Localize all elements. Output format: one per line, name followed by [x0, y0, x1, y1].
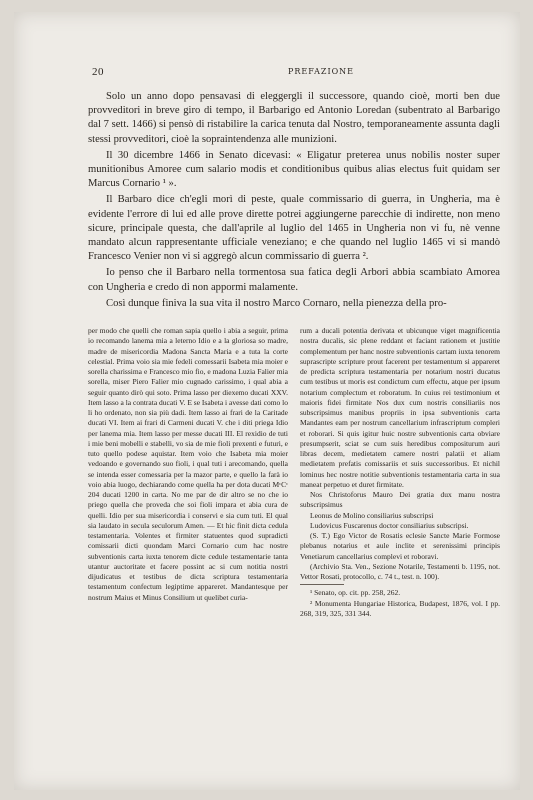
page-number: 20 [92, 66, 104, 78]
footnote: ² Monumenta Hungariae Historica, Budapest, 1876, vol. I pp. 268, 319, 325, 331 344. [300, 598, 500, 618]
notary-line: (S. T.) Ego Victor de Rosatis eclesie Sancte Marie Formose plebanus notarius et aule inclite et serenissimi principis Venetiarum cancellarius complevi et roboravi. [300, 531, 500, 561]
running-title: PREFAZIONE [288, 67, 354, 76]
paragraph: Io penso che il Barbaro nella tormentosa sua fatica degli Arbori abbia scambiato Amorea con Ungheria e credo di non appormi malamente. [88, 267, 500, 293]
footnote-rule [300, 584, 344, 585]
paragraph: Il Barbaro dice ch'egli morì di peste, quale commissario di guerra, in Ungheria, ma è evidente l'errore di lui ed alle prove dirette potrei aggiungerne parecchie di indirette, non meno sicure, principale questa, che dall'aprile al luglio del 1465 in Ungheria non vi fu, nè venne mandato alcun rappresentante ufficiale veneziano; e che quando nel luglio 1465 vi si mandò Francesco Venier non vi si aggregò alcun commissario di guerra ². [88, 194, 500, 263]
charter-text: rum a ducali potentia derivata et ubicunque viget magnificentia nostra ducalis, sic plene reddant et faciant rationem et justitie complementum per hanc nostre subventionis cartam iuxta tenorem suprascripte scripture prout facerent per testamentum si appareret de predicta scriptura testamentaria per notarium nostri ducatus cum testibus ut moris est condictum cum effectu, atque per ipsum notarium complectum et roboratum. In cuius rei testimonium et maioris fidei firmitate Nos dux cum nostris consiliariis nos subscripsimus manibus propriis in ipsa subventionis carta Mandantes eam per nostrum cancellarium infrascriptum compleri et roborari. Si quis igitur huic nostre subventionis carta obviare presumpserit, sciat se cum suis heredibus compositurum auri libras decem, medietatem camere nostri palatii et aliam medietatem prefatis comissariis et suis successoribus. Et nichil lominus hec nostre notitie subventionis testamentaria carta in sua maneat perpetuo et duret firmitate. [300, 326, 500, 489]
signature-line: Leonus de Molino consiliarius subscripsi [310, 510, 434, 520]
page-header [92, 66, 512, 80]
signature-line: Nos Christoforus Mauro Dei gratia dux manu nostra subscripsimus [300, 490, 500, 510]
paragraph: Solo un anno dopo pensavasi di eleggergli il successore, quando cioè, morti ben due provveditori in breve giro di tempo, il Barbarigo ed Antonio Loredan (subentrato al Barbarigo dal 7 sett. 1466) si pensò di ristabilire la carica tenuta dal Nostro, temporaneamente assunta dagli stessi provveditori, cioè la sopraintendenza alle munizioni. [88, 91, 500, 145]
left-column [88, 326, 288, 603]
testament-text: per modo che quelli che roman sapia quello i abia a seguir, prima io recomando lanema mia a leterno Idio e a la gloriosa so madre, madre de misericordia Madona Sancta Maria e a tuta la corte celestial. Prima voio sia mie fedeli comessarii Isabeta mia moier e sorella charissima e Francesco mio fio, e madona Luzia Falier mia sorella, miser Piero Falier mio cugnado carissimo, i qual abia a seguir quanto dirò qui soto. Prima lasso per diexemo ducati XXV. Item lasso a la contrata ducati V. E se Isabeta i avesse dati como lo li ho ordenato, non sia più dadi. Item lasso ai frari de la Caritade ducati VI. Item ai frari di Carmeni ducati V. che i diti priega Idio per lanema mia. Item lasso per messe ducati III. El rexidio de tuti i mie beni mobelli e stabelli, vo sia de mie fioli prexenti e futuri, e tuto quello podese aquistar. Item voio che Isabeta mia moier vedoando e governando suo fioli, i qual tuti i arecomando, quella se intenda esser comessaria per la mazor parte, e quello la farà io voio abia luogo, dechiarando come quella ha per dota ducati MᶜCᶜ 204 ducati 1200 in carta. No me par de dir altro se no che io priego quella che proveda che soi fioli impara et abia cura de quelli. Idio per sua misericordia i conservi e sia cum tuti. El qual sia laudato in secula seculorum Amen. — Et hic finit dicta cedula testamentaria. Volentes et firmiter statuentes quod supradicti comissarii dicti quondam Marci Cornario cum hac nostre subventionis carta iuxta tenorem dicte cedule testamentarie tanta utantur auctoritate et facere possint ac si cum notitia nostri dijudicatus et testibus de dicta scriptura testamentaria testamentum confectum legiptime appareret. Mandantesque per nostrum Maius et Minus Consilium ut quelibet curia- [88, 326, 288, 602]
main-text [88, 90, 500, 313]
archive-reference: (Archivio Sta. Ven., Sezione Notarile, Testamenti b. 1195, not. Vettor Rosati, protocollo, c. 74 t., test. n. 100). [300, 561, 500, 581]
paragraph: Il 30 dicembre 1466 in Senato dicevasi: « Eligatur preterea unus nobilis noster super munitionibus Amoree cum salario modis et conditionibus quibus alias electus fuit quidam ser Marcus Cornario ¹ ». [88, 149, 500, 190]
footnotes [300, 584, 500, 619]
paragraph: Così dunque finiva la sua vita il nostro Marco Cornaro, nella pienezza della pro- [106, 297, 447, 309]
right-column [300, 326, 500, 619]
footnote: ¹ Senato, op. cit. pp. 258, 262. [310, 588, 401, 598]
signature-line: Ludovicus Fuscarenus doctor consiliarius subscripsi. [310, 520, 469, 530]
